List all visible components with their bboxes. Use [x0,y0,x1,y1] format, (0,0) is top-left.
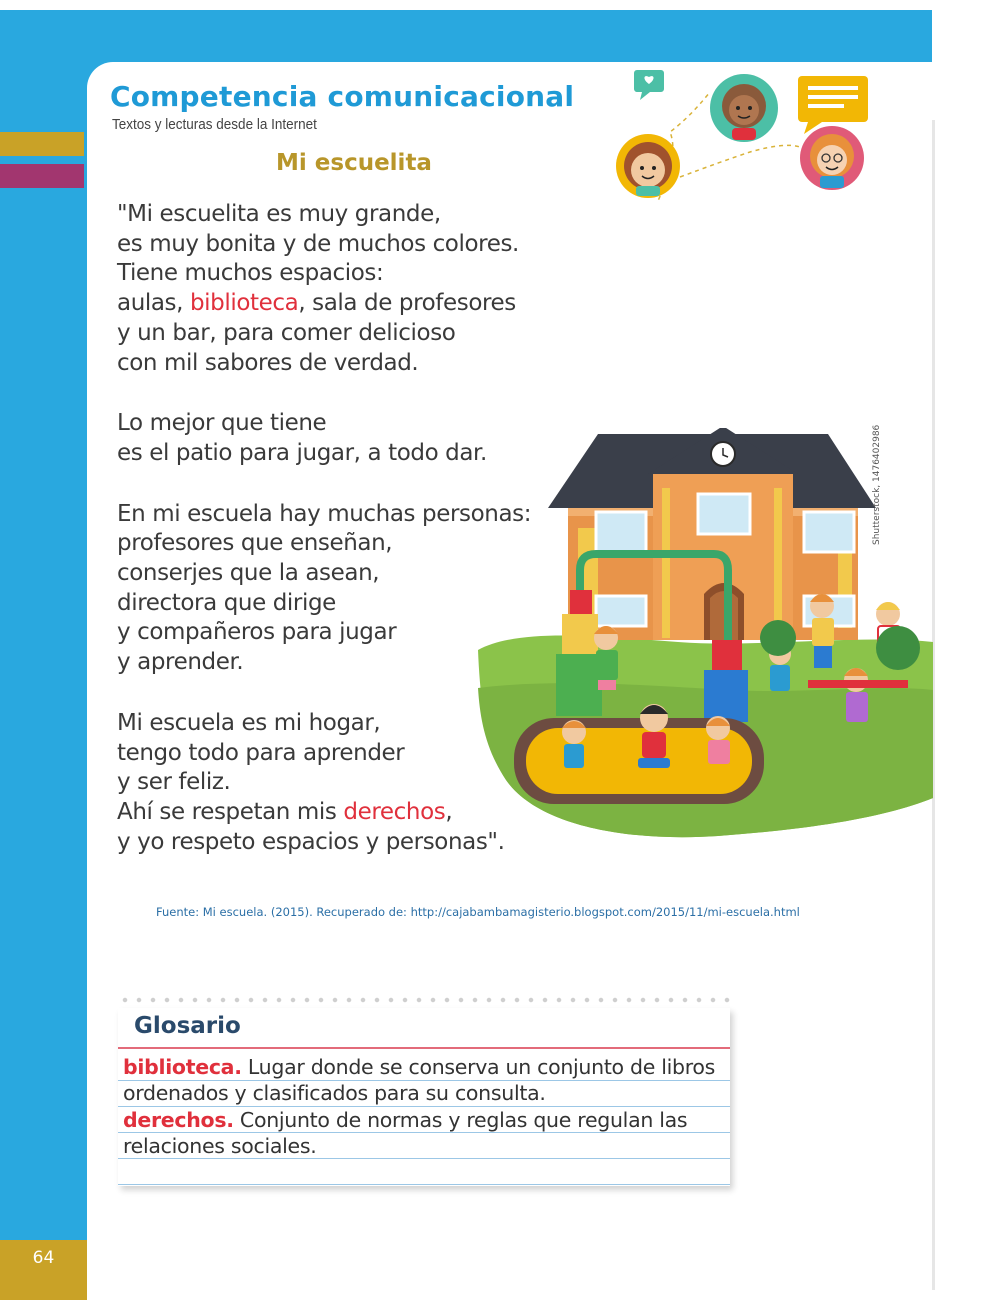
glossary-margin-line [118,1047,730,1049]
child-avatar-icon [800,126,864,190]
poem-line [117,289,557,319]
glossary-entries [123,1054,725,1159]
school-illustration [478,428,933,848]
section-title: Competencia comunicacional [110,80,575,113]
highlighted-word: derechos [343,798,446,825]
poem-line: "Mi escuelita es muy grande, [117,201,441,227]
poem-title: Mi escuelita [276,150,432,176]
poem-line: profesores que enseñan, [117,530,393,557]
poem-line: Lo mejor que tiene [117,410,327,437]
child-figure [638,704,670,768]
source-citation: Fuente: Mi escuela. (2015). Recuperado de: http://cajabambamagisterio.blogspot.com/2015/11/mi-escuela.html [156,905,800,919]
glossary-definition: Lugar donde se conserva un conjunto de libros ordenados y clasificados para su consulta. [123,1055,716,1106]
poem-line: y yo respeto espacios y personas". [117,828,505,855]
poem-line: y aprender. [117,649,244,676]
poem-line: Mi escuela es mi hogar, [117,709,381,736]
glossary-title: Glosario [134,1013,241,1039]
poem-line: es muy bonita y de muchos colores. [117,230,519,257]
chat-heart-icon [634,70,664,100]
poem-line: y un bar, para comer delicioso [117,319,456,346]
glossary-term: derechos. [123,1107,234,1132]
poem-line: y compañeros para jugar [117,619,397,646]
notebook-rule [118,1184,730,1185]
highlighted-word: biblioteca [189,290,299,317]
glossary-dotted-border [118,994,730,1006]
section-subtitle: Textos y lecturas desde la Internet [112,116,317,133]
glossary-definition: Conjunto de normas y reglas que regulan las relaciones sociales. [123,1107,688,1158]
glossary-term: biblioteca. [123,1055,242,1079]
poem-line: conserjes que la asean, [117,560,380,587]
page-number: 64 [0,1240,87,1300]
poem-line: En mi escuela hay muchas personas: [117,500,532,527]
header-decoration [600,62,880,202]
poem-text: aulas, [117,290,190,317]
poem-line: es el patio para jugar, a todo dar. [117,439,487,466]
poem-stanza [117,200,557,378]
child-avatar-icon [710,74,778,142]
chat-lines-icon [798,76,868,134]
poem-text: , [445,798,453,825]
poem-text: Ahí se respetan mis [117,798,344,825]
poem-line: y ser feliz. [117,769,231,796]
poem-line: tengo todo para aprender [117,739,405,766]
child-figure [844,668,868,722]
poem-line: Tiene muchos espacios: [117,260,384,287]
image-credit: Shutterstock, 1476402986 [872,424,882,545]
poem-text: , sala de profesores [298,290,516,317]
child-avatar-icon [616,134,680,198]
glossary-box [118,1008,730,1186]
magenta-side-tab [0,164,84,188]
gold-side-tab [0,132,84,156]
poem-line: con mil sabores de verdad. [117,349,419,376]
poem-line: directora que dirige [117,589,336,616]
